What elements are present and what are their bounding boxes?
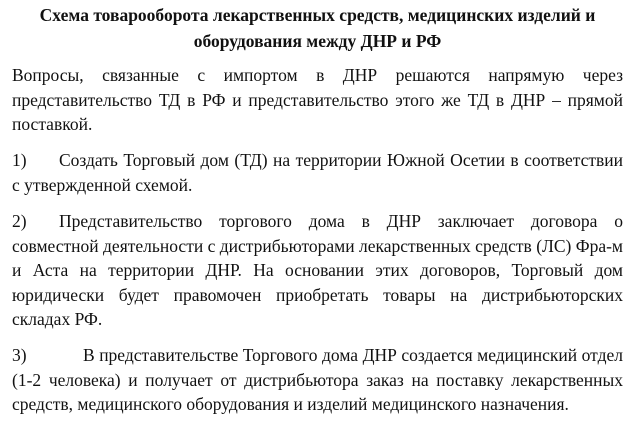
- list-item-2: [12, 209, 623, 332]
- intro-paragraph: Вопросы, связанные с импортом в ДНР решаются напрямую через представительство ТД в РФ и представительство этого же ТД в ДНР – прямой поставкой.: [12, 65, 623, 134]
- title-line-2: оборудования между ДНР и РФ: [193, 31, 442, 51]
- list-item-2-text: Представительство торгового дома в ДНР заключает договора о совместной деятельности с дистрибьюторами лекарственных средств (ЛС) Фра-м и Аста на территории ДНР. На основании этих договоров, Торговый дом юридически будет правомочен приобретать товары на дистрибьюторских складах РФ.: [12, 211, 624, 329]
- list-item-3-number: 3): [12, 345, 27, 365]
- list-item-1-text: Создать Торговый дом (ТД) на территории Южной Осетии в соответствии с утвержденной схемой.: [12, 150, 623, 195]
- list-item-1-number: 1): [12, 150, 27, 170]
- list-item-3: [12, 343, 623, 417]
- list-item-1: [12, 148, 623, 197]
- list-item-2-number: 2): [12, 211, 27, 231]
- title-line-1: Схема товарооборота лекарственных средств, медицинских изделий и: [39, 5, 596, 25]
- list-item-3-text: В представительстве Торгового дома ДНР создается медицинский отдел (1-2 человека) и получает от дистрибьютора заказ на поставку лекарственных средств, медицинского оборудования и изделий медицинского назначения.: [12, 345, 623, 414]
- document-title: [0, 2, 635, 54]
